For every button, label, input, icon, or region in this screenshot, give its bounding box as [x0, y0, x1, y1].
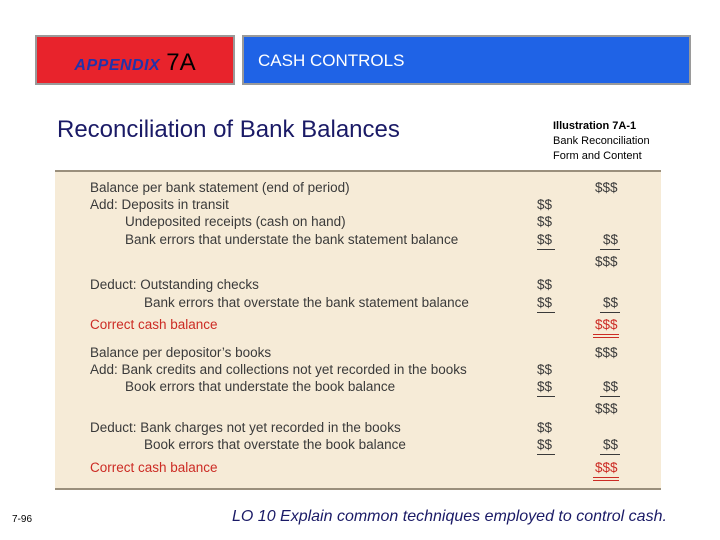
form-row-amount: $$	[537, 295, 553, 310]
form-row-label: Undeposited receipts (cash on hand)	[125, 214, 346, 229]
form-row-label: Balance per depositor’s books	[90, 345, 272, 360]
double-underline	[593, 334, 619, 335]
form-row-total: $$$	[595, 460, 618, 475]
underline	[600, 396, 620, 397]
form-row-amount: $$	[537, 232, 553, 247]
underline	[537, 454, 555, 455]
underline	[600, 454, 620, 455]
form-row-total: $$	[603, 379, 619, 394]
form-row-total: $$$	[595, 317, 618, 332]
form-row-amount: $$	[537, 379, 553, 394]
chapter-header-box	[242, 35, 691, 85]
learning-objective: LO 10 Explain common techniques employed to control cash.	[232, 508, 667, 525]
underline	[537, 396, 555, 397]
illustration-caption-line2: Form and Content	[553, 150, 642, 162]
chapter-title: CASH CONTROLS	[258, 51, 405, 70]
slide-title: Reconciliation of Bank Balances	[57, 116, 400, 143]
double-underline	[593, 477, 619, 478]
slide-number: 7-96	[12, 514, 33, 525]
appendix-header-box	[35, 35, 235, 85]
form-row-amount: $$	[537, 420, 553, 435]
form-row-label: Balance per bank statement (end of period)	[90, 180, 350, 195]
form-row-total: $$$	[595, 401, 618, 416]
form-row-amount: $$	[537, 362, 553, 377]
form-row-label: Deduct: Bank charges not yet recorded in the books	[90, 420, 401, 435]
form-row-amount: $$	[537, 214, 553, 229]
underline	[537, 249, 555, 250]
form-row-total: $$	[603, 437, 619, 452]
form-row-total: $$	[603, 232, 619, 247]
form-row-total: $$$	[595, 180, 618, 195]
double-underline	[593, 480, 619, 481]
illustration-caption-line1: Bank Reconciliation	[553, 135, 650, 147]
form-row-total: $$	[603, 295, 619, 310]
form-row-label: Bank errors that understate the bank statement balance	[125, 232, 459, 247]
appendix-label: APPENDIX	[74, 57, 161, 74]
form-row-label: Correct cash balance	[90, 460, 218, 475]
form-row-total: $$$	[595, 254, 618, 269]
illustration-caption	[553, 119, 650, 164]
form-row-amount: $$	[537, 197, 553, 212]
form-row-amount: $$	[537, 437, 553, 452]
bank-reconciliation-form	[55, 170, 661, 490]
form-row-label: Add: Bank credits and collections not yet recorded in the books	[90, 362, 467, 377]
illustration-number: Illustration 7A-1	[553, 120, 637, 132]
form-row-label: Bank errors that overstate the bank statement balance	[144, 295, 469, 310]
form-row-label: Book errors that understate the book balance	[125, 379, 396, 394]
double-underline	[593, 337, 619, 338]
form-row-label: Add: Deposits in transit	[90, 197, 229, 212]
underline	[600, 312, 620, 313]
appendix-number: 7A	[166, 49, 196, 76]
form-row-label: Correct cash balance	[90, 317, 218, 332]
form-row-label: Book errors that overstate the book balance	[144, 437, 406, 452]
form-row-amount: $$	[537, 277, 553, 292]
underline	[600, 249, 620, 250]
underline	[537, 312, 555, 313]
form-row-total: $$$	[595, 345, 618, 360]
form-row-label: Deduct: Outstanding checks	[90, 277, 259, 292]
